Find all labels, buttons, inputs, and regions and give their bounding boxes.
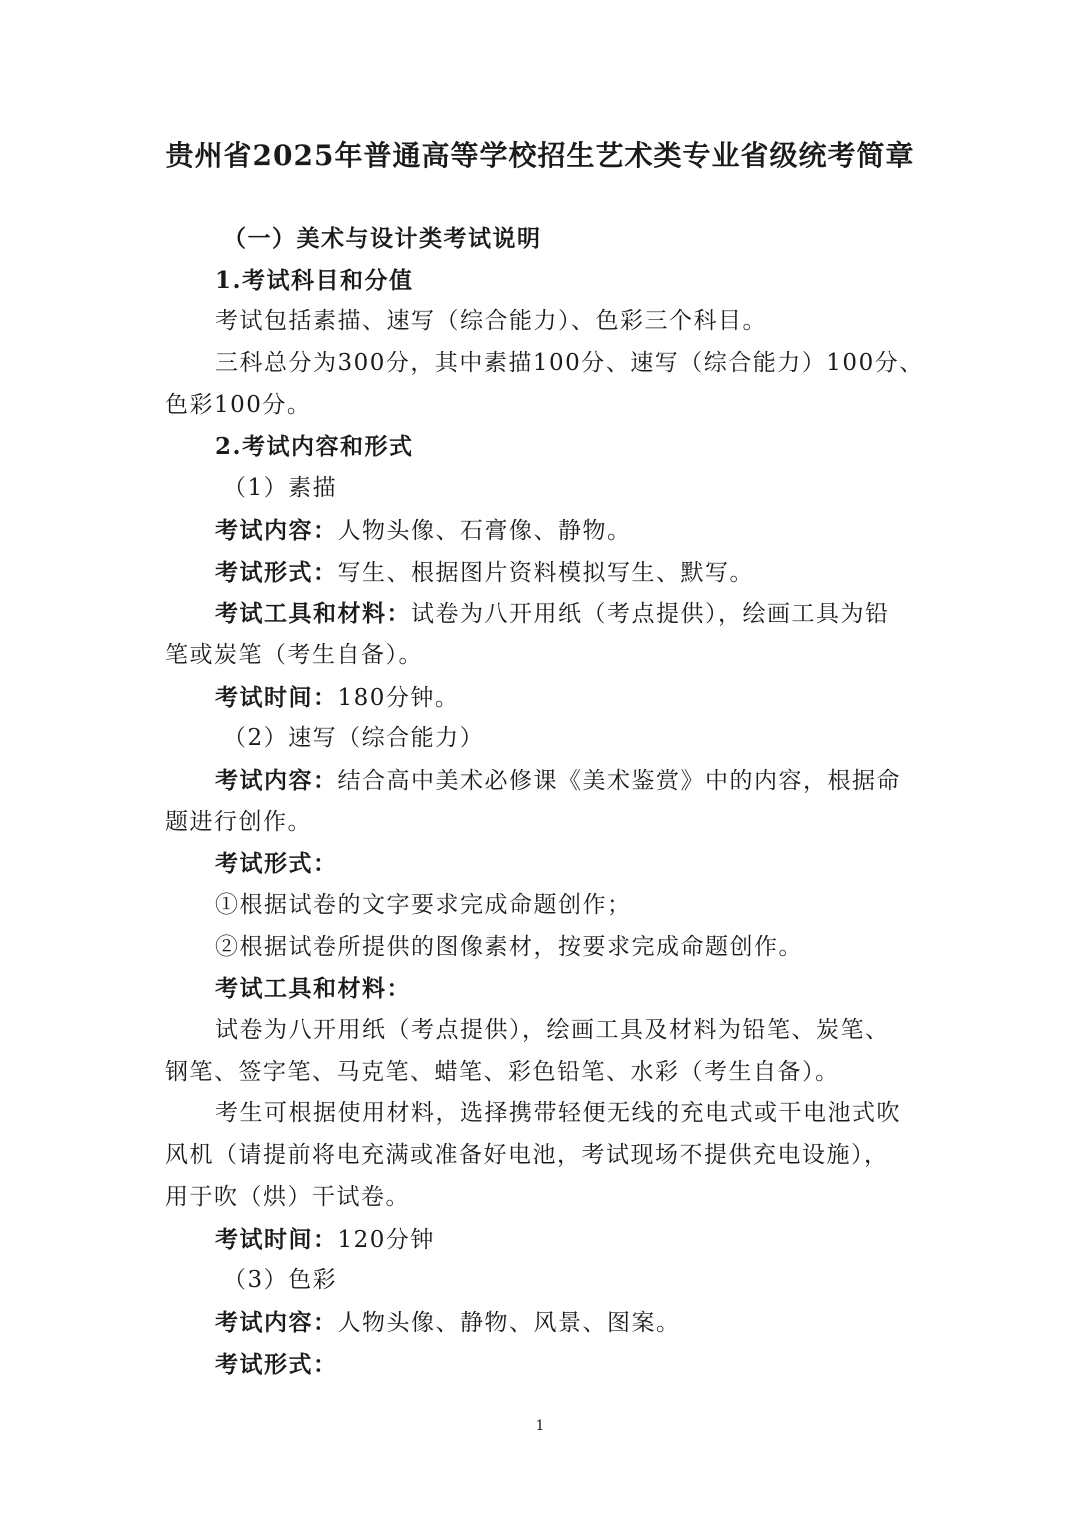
quick-sketch-time-row [165, 1219, 920, 1261]
quick-sketch-content-label: 考试内容： [215, 766, 338, 794]
quick-sketch-content-value-line2: 题进行创作。 [165, 808, 312, 835]
color-content-value: 人物头像、静物、风景、图案。 [337, 1309, 681, 1336]
section-heading: （一）美术与设计类考试说明 [223, 225, 542, 252]
sketch-time-label: 考试时间： [215, 683, 338, 711]
color-heading: （3）色彩 [223, 1267, 338, 1294]
quick-sketch-tools-label: 考试工具和材料： [215, 975, 411, 1003]
color-content-row [165, 1302, 920, 1344]
quick-sketch-tools-line2: 钢笔、签字笔、马克笔、蜡笔、彩色铅笔、水彩（考生自备）。 [165, 1058, 840, 1085]
quick-sketch-time-value: 120分钟 [337, 1226, 435, 1253]
page-number: 1 [535, 1418, 545, 1434]
quick-sketch-content-row [165, 760, 920, 802]
document-title: 贵州省2025年普通高等学校招生艺术类专业省级统考简章 [165, 139, 915, 172]
sketch-tools-value-line1: 试卷为八开用纸（考点提供），绘画工具为铅 [411, 601, 890, 628]
sketch-content-value: 人物头像、石膏像、静物。 [337, 517, 632, 544]
quick-sketch-form-item-2: ②根据试卷所提供的图像素材，按要求完成命题创作。 [215, 933, 803, 960]
sketch-time-value: 180分钟。 [337, 684, 460, 711]
sketch-time-row [165, 677, 920, 719]
sketch-tools-value-line2: 笔或炭笔（考生自备）。 [165, 641, 423, 668]
sketch-heading: （1）素描 [223, 475, 338, 502]
sketch-tools-row [165, 593, 920, 635]
part2-heading: 2.考试内容和形式 [215, 433, 414, 461]
quick-sketch-dryer-line1: 考生可根据使用材料，选择携带轻便无线的充电式或干电池式吹 [215, 1100, 901, 1127]
quick-sketch-form-item-1: ①根据试卷的文字要求完成命题创作； [215, 892, 632, 918]
quick-sketch-dryer-line2: 风机（请提前将电充满或准备好电池，考试现场不提供充电设施）， [165, 1142, 889, 1169]
color-content-label: 考试内容： [215, 1308, 338, 1336]
document-body [165, 218, 924, 1385]
sketch-tools-label: 考试工具和材料： [215, 600, 411, 628]
sketch-form-label: 考试形式： [215, 558, 338, 586]
quick-sketch-tools-line1: 试卷为八开用纸（考点提供），绘画工具及材料为铅笔、炭笔、 [215, 1017, 890, 1044]
quick-sketch-dryer-line3: 用于吹（烘）干试卷。 [165, 1183, 410, 1210]
quick-sketch-form-label: 考试形式： [215, 850, 338, 878]
part1-paragraph-1: 考试包括素描、速写（综合能力）、色彩三个科目。 [215, 308, 767, 335]
quick-sketch-content-value-line1: 结合高中美术必修课《美术鉴赏》中的内容，根据命 [337, 767, 901, 794]
sketch-form-row [165, 552, 920, 594]
part1-heading: 1.考试科目和分值 [215, 266, 414, 294]
sketch-content-row [165, 510, 920, 552]
quick-sketch-heading: （2）速写（综合能力） [223, 725, 485, 752]
part1-paragraph-2-line2: 色彩100分。 [165, 391, 312, 418]
color-form-label: 考试形式： [215, 1350, 338, 1378]
sketch-content-label: 考试内容： [215, 516, 338, 544]
quick-sketch-time-label: 考试时间： [215, 1225, 338, 1253]
part1-paragraph-2-line1: 三科总分为300分，其中素描100分、速写（综合能力）100分、 [215, 350, 924, 377]
sketch-form-value: 写生、根据图片资料模拟写生、默写。 [337, 559, 754, 586]
